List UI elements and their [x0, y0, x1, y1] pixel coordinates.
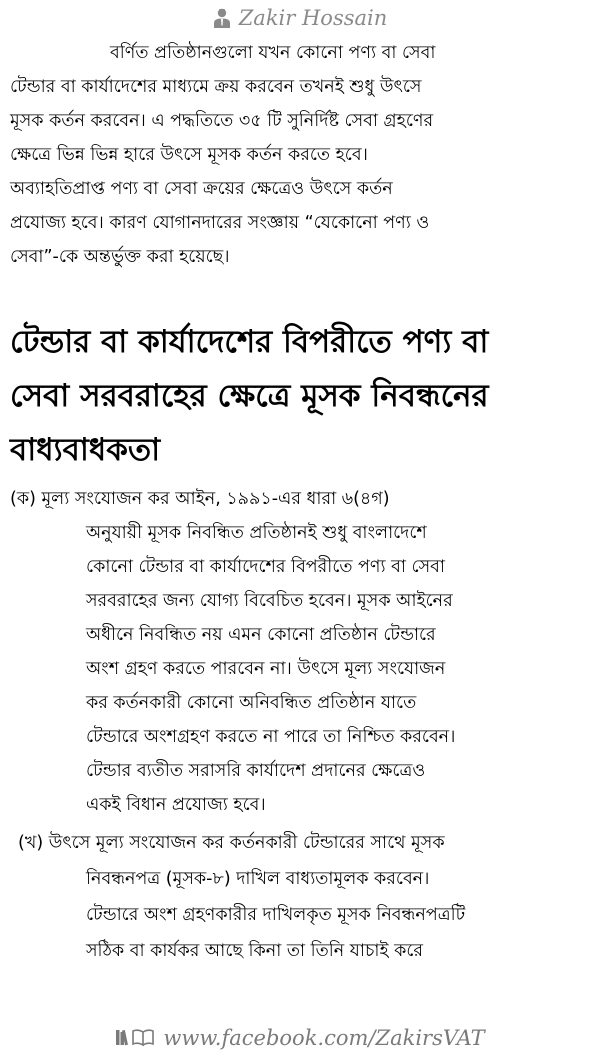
intro-line: অব্যাহতিপ্রাপ্ত পণ্য বা সেবা ক্রয়ের ক্ষেত্রেও উৎসে কর্তন	[10, 179, 393, 199]
author-name: Zakir Hossain	[238, 6, 388, 30]
item-ka-line: টেন্ডারে অংশগ্রহণ করতে না পারে তা নিশ্চিত করবেন।	[86, 727, 456, 747]
item-ka-line: অংশ গ্রহণ করতে পারবেন না। উৎসে মূল্য সংযোজন	[86, 659, 446, 679]
item-ka-line: সরবরাহের জন্য যোগ্য বিবেচিত হবেন। মূসক আইনের	[86, 591, 453, 611]
item-ka-line: টেন্ডার ব্যতীত সরাসরি কার্যাদেশ প্রদানের ক্ষেত্রেও	[86, 761, 426, 781]
section-heading: টেন্ডার বা কার্যাদেশের বিপরীতে পণ্য বা	[10, 324, 489, 360]
section-heading: বাধ্যবাধকতা	[10, 432, 161, 468]
item-ka-first-line: (ক) মূল্য সংযোজন কর আইন, ১৯৯১-এর ধারা ৬(৪গ)	[10, 489, 390, 509]
item-ka-line: অনুযায়ী মূসক নিবন্ধিত প্রতিষ্ঠানই শুধু বাংলাদেশে	[86, 523, 427, 543]
item-kha-line: নিবন্ধনপত্র (মূসক-৮) দাখিল বাধ্যতামূলক করবেন।	[86, 869, 430, 889]
facebook-url[interactable]: www.facebook.com/ZakirsVAT	[163, 1026, 485, 1050]
intro-line: টেন্ডার বা কার্যাদেশের মাধ্যমে ক্রয় করবেন তখনই শুধু উৎসে	[10, 77, 422, 97]
item-ka-line: অধীনে নিবন্ধিত নয় এমন কোনো প্রতিষ্ঠান টেন্ডারে	[86, 625, 436, 645]
intro-line: মূসক কর্তন করবেন। এ পদ্ধতিতে ৩৫ টি সুনির্দিষ্ট সেবা গ্রহণের	[10, 111, 434, 131]
intro-line: ক্ষেত্রে ভিন্ন ভিন্ন হারে উৎসে মূসক কর্তন করতে হবে।	[10, 145, 368, 165]
page-header	[0, 6, 600, 30]
intro-line: বর্ণিত প্রতিষ্ঠানগুলো যখন কোনো পণ্য বা সেবা	[110, 43, 436, 63]
item-ka-line: কর কর্তনকারী কোনো অনিবন্ধিত প্রতিষ্ঠান যাতে	[86, 693, 417, 713]
item-kha-line: টেন্ডারে অংশ গ্রহণকারীর দাখিলকৃত মূসক নিবন্ধনপত্রটি	[86, 905, 466, 925]
intro-line: প্রযোজ্য হবে। কারণ যোগানদারের সংজ্ঞায় “যেকোনো পণ্য ও	[10, 213, 430, 233]
intro-line: সেবা”-কে অন্তর্ভুক্ত করা হয়েছে।	[10, 247, 230, 267]
item-kha-line: সঠিক বা কার্যকর আছে কিনা তা তিনি যাচাই করে	[86, 941, 424, 961]
page-footer	[0, 1026, 600, 1050]
item-kha-first-line: (খ) উৎসে মূল্য সংযোজন কর কর্তনকারী টেন্ডারের সাথে মূসক	[18, 833, 445, 853]
section-heading: সেবা সরবরাহের ক্ষেত্রে মূসক নিবন্ধনের	[10, 378, 489, 414]
item-ka-line: একই বিধান প্রযোজ্য হবে।	[86, 795, 266, 815]
person-icon	[213, 8, 231, 28]
item-ka-line: কোনো টেন্ডার বা কার্যাদেশের বিপরীতে পণ্য বা সেবা	[86, 557, 445, 577]
library-books-icon	[115, 1027, 155, 1047]
